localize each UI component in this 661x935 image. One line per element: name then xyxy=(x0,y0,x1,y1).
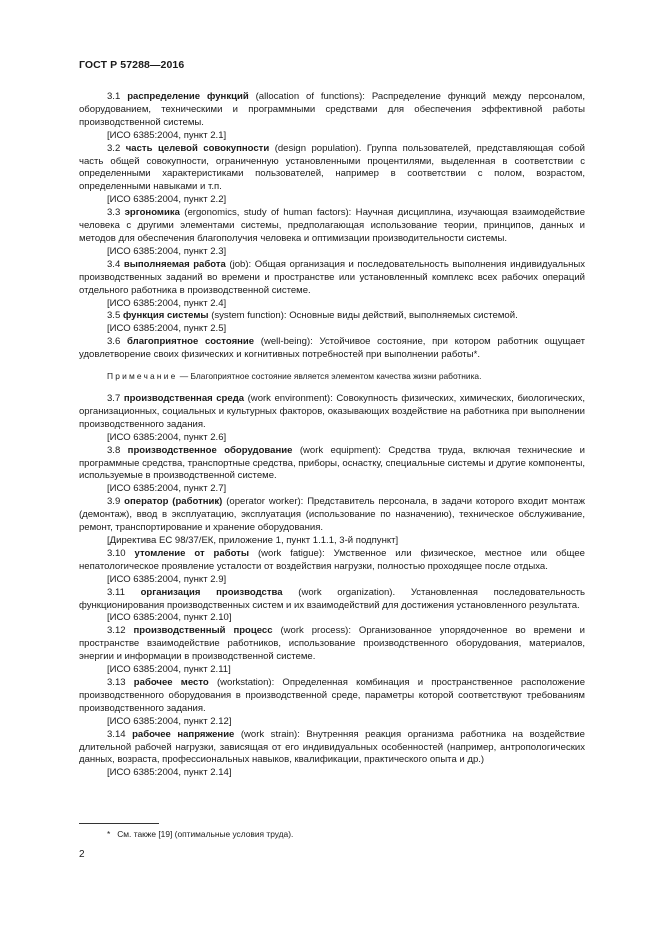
footnote xyxy=(107,829,293,839)
term-definition: (system function): Основные виды действий, выполняемых системой. xyxy=(211,310,518,322)
term-definition: (work equipment): Средства труда, включая технические и программные средства, транспортные средства, приборы, оснастку, специальные системы и другие компоненты, используемые в производственной системе. xyxy=(79,444,585,482)
note-text: — Благоприятное состояние является элементом качества жизни работника. xyxy=(177,371,482,382)
term-title: рабочее напряжение xyxy=(132,728,235,740)
term-definition: (work strain): Внутренняя реакция организма работника на воздействие длительной рабочей нагрузки, зависящая от его индивидуальных особенностей (например, антропологических данных, возраста, профессиональных навыков, квалификации, практического опыта и др.) xyxy=(79,728,585,766)
term-title: производственная среда xyxy=(123,393,245,405)
term-3-3: 3.3 эргономика (ergonomics, study of human factors): Научная дисциплина, изучающая взаимодействие человека с другими элементами системы, предполагающая использование теории, принципов, данных и методов для обеспечения благополучия человека и оптимизации производительности системы. [ИСО 6385:2004, пункт 2.3] xyxy=(79,207,585,257)
term-3-11: 3.11 организация производства (work organization). Установленная последовательность функционирования производственных систем и их взаимодействий для достижения установленного результата. [ИСО 6385:2004, пункт 2.10] xyxy=(79,586,586,624)
term-3-8: 3.8 производственное оборудование (work equipment): Средства труда, включая технические и программные средства, транспортные средства, приборы, оснастку, специальные системы и другие компоненты, используемые в производственной системе. [ИСО 6385:2004, пункт 2.7] xyxy=(79,444,585,495)
term-title: производственное оборудование xyxy=(127,444,293,456)
term-definition: (allocation of functions): Распределение функций между персоналом, оборудованием, техническими и программными средствами для обеспечения эффективной работы производственной системы. xyxy=(79,91,585,128)
term-title: организация производства xyxy=(140,586,283,598)
document-header: ГОСТ Р 57288—2016 xyxy=(79,59,185,71)
term-source: [ИСО 6385:2004, пункт 2.11] xyxy=(107,664,231,676)
term-title: рабочее место xyxy=(133,676,209,688)
term-3-5: 3.5 функция системы (system function): Основные виды действий, выполняемых системой. [ИСО 6385:2004, пункт 2.5] xyxy=(79,310,585,336)
term-3-1: 3.1 распределение функций (allocation of functions): Распределение функций между персоналом, оборудованием, техническими и программными средствами для обеспечения эффективной работы производственной системы. [ИСО 6385:2004, пункт 2.1] xyxy=(79,91,585,141)
note xyxy=(79,371,585,382)
term-source: [ИСО 6385:2004, пункт 2.5] xyxy=(107,323,227,335)
term-3-2: 3.2 часть целевой совокупности (design population). Группа пользователей, представляющая собой часть общей совокупности, ограниченную установленными процентилями, выделенная в соответствии с определенными характеристиками пользователей, например в соответствии с полом, возрастом, определенными навыками и т.п. [ИСО 6385:2004, пункт 2.2] xyxy=(79,142,586,206)
term-definition: (work environment): Совокупность физических, химических, биологических, организационных, социальных и культурных факторов, оказывающих воздействие на работника при выполнении производственного задания. xyxy=(79,393,586,430)
term-source: [ИСО 6385:2004, пункт 2.12] xyxy=(107,715,232,727)
term-source: [ИСО 6385:2004, пункт 2.7] xyxy=(107,483,227,495)
footnote-mark: * xyxy=(107,829,111,839)
term-source: [ИСО 6385:2004, пункт 2.14] xyxy=(107,767,232,779)
term-source: [ИСО 6385:2004, пункт 2.9] xyxy=(107,573,227,585)
term-title: оператор (работник) xyxy=(124,496,223,508)
term-3-10: 3.10 утомление от работы (work fatigue): Умственное или физическое, местное или общее непатологическое проявление усталости от воздействия нагрузки, полностью проходящее после отдыха. [ИСО 6385:2004, пункт 2.9] xyxy=(79,547,585,585)
term-title: функция системы xyxy=(122,310,209,322)
term-title: благоприятное состояние xyxy=(126,336,255,348)
term-title: часть целевой совокупности xyxy=(125,142,270,154)
term-source: [ИСО 6385:2004, пункт 2.2] xyxy=(107,194,227,206)
term-definition: (work process): Организованное упорядоченное во времени и пространстве взаимодействие работников, использование производственного оборудования, материалов, энергии и информации в производственной системе. xyxy=(79,625,586,663)
term-source: [ИСО 6385:2004, пункт 2.10] xyxy=(107,612,232,624)
footnote-text: См. также [19] (оптимальные условия труда). xyxy=(117,829,294,839)
term-definition: (work fatigue): Умственное или физическое, местное или общее непатологическое проявление усталости от воздействия нагрузки, полностью проходящее после отдыха. xyxy=(79,547,585,572)
term-source: [ИСО 6385:2004, пункт 2.3] xyxy=(107,245,227,257)
term-title: утомление от работы xyxy=(134,547,250,559)
term-title: производственный процесс xyxy=(133,625,273,637)
term-definition: (operator worker): Представитель персонала, в задачи которого входит монтаж (демонтаж), ввод в эксплуатацию, эксплуатация (использование по назначению), техническое обслуживание, ремонт, транспортирование и хранение оборудования. xyxy=(79,496,586,534)
term-definition: (work organization). Установленная последовательность функционирования производственных систем и их взаимодействий для достижения установленного результата. xyxy=(79,586,586,611)
term-definition: (job): Общая организация и последовательность выполнения индивидуальных производственных заданий во времени и пространстве или установленный комплекс всех рабочих операций отдельного работника в производственной системе. xyxy=(79,258,585,296)
term-source: [ИСО 6385:2004, пункт 2.6] xyxy=(107,431,227,443)
term-3-6: 3.6 благоприятное состояние (well-being): Устойчивое состояние, при котором работник ощущает удовлетворение своих физических и когнитивных потребностей при выполнении работы*. xyxy=(79,336,585,361)
term-title: распределение функций xyxy=(127,91,249,102)
footnote-divider xyxy=(79,823,159,824)
term-3-9: 3.9 оператор (работник) (operator worker): Представитель персонала, в задачи которого входит монтаж (демонтаж), ввод в эксплуатацию, эксплуатация (использование по назначению), техническое обслуживание, ремонт, транспортирование и хранение оборудования. [Директива ЕС 98/37/ЕК, приложение 1, пункт 1.1.1, 3-й подпункт] xyxy=(79,496,586,546)
term-source: [ИСО 6385:2004, пункт 2.4] xyxy=(107,297,227,309)
term-source: [ИСО 6385:2004, пункт 2.1] xyxy=(107,129,227,141)
term-definition: (ergonomics, study of human factors): Научная дисциплина, изучающая взаимодействие человека с другими элементами системы, предполагающая использование теории, принципов, данных и методов для обеспечения благополучия человека и оптимизации производительности системы. xyxy=(79,207,585,244)
terms-body xyxy=(79,91,585,780)
term-3-4: 3.4 выполняемая работа (job): Общая организация и последовательность выполнения индивидуальных производственных заданий во времени и пространстве или установленный комплекс всех рабочих операций отдельного работника в производственной системе. [ИСО 6385:2004, пункт 2.4] xyxy=(79,258,585,309)
term-3-12: 3.12 производственный процесс (work process): Организованное упорядоченное во времени и пространстве взаимодействие работников, использование производственного оборудования, материалов, энергии и информации в производственной системе. [ИСО 6385:2004, пункт 2.11] xyxy=(79,625,586,676)
term-definition: (well-being): Устойчивое состояние, при котором работник ощущает удовлетворение своих физических и когнитивных потребностей при выполнении работы*. xyxy=(79,336,585,361)
term-definition: (workstation): Определенная комбинация и пространственное расположение производственного оборудования в производственной среде, параметры которой соответствуют требованиям производственного задания. xyxy=(79,676,585,714)
term-title: эргономика xyxy=(124,207,180,219)
term-definition: (design population). Группа пользователей, представляющая собой часть общей совокупности, ограниченную установленными процентилями, выделенная в соответствии с определенными характеристиками пользователей, например в соответствии с полом, возрастом, определенными навыками и т.п. xyxy=(79,142,586,193)
term-title: выполняемая работа xyxy=(123,258,226,270)
term-3-13: 3.13 рабочее место (workstation): Определенная комбинация и пространственное расположение производственного оборудования в производственной среде, параметры которой соответствуют требованиям производственного задания. [ИСО 6385:2004, пункт 2.12] xyxy=(79,676,585,727)
page-number: 2 xyxy=(79,849,85,860)
term-3-14: 3.14 рабочее напряжение (work strain): Внутренняя реакция организма работника на воздействие длительной рабочей нагрузки, зависящая от его индивидуальных особенностей (например, антропологических данных, возраста, профессиональных навыков, квалификации, практического опыта и др.) [ИСО 6385:2004, пункт 2.14] xyxy=(79,728,585,779)
term-3-7: 3.7 производственная среда (work environment): Совокупность физических, химических, биологических, организационных, социальных и культурных факторов, оказывающих воздействие на работника при выполнении производственного задания. [ИСО 6385:2004, пункт 2.6] xyxy=(79,393,586,443)
note-label: Примечание xyxy=(107,371,178,382)
term-source: [Директива ЕС 98/37/ЕК, приложение 1, пункт 1.1.1, 3-й подпункт] xyxy=(107,535,399,546)
